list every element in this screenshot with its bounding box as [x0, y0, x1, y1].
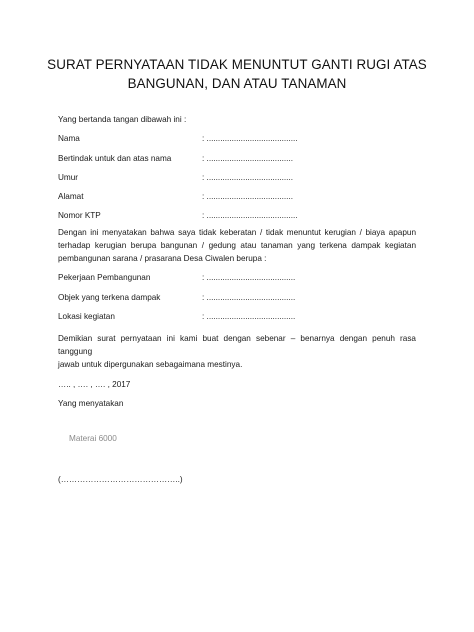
field-label-alamat: Alamat: [58, 192, 84, 201]
signature-line: (……………………………………..): [58, 475, 183, 484]
date-line: ….. , …. , …. , 2017: [58, 380, 131, 389]
statement-line-1: Dengan ini menyatakan bahwa saya tidak keberatan / tidak menuntut kerugian / biaya apapun: [58, 228, 416, 237]
field-value-umur: : ......................................: [202, 173, 293, 182]
materai-stamp-placeholder: Materai 6000: [69, 434, 117, 443]
field-label-lokasi: Lokasi kegiatan: [58, 312, 115, 321]
statement-paragraph: [58, 226, 416, 265]
field-value-lokasi: : .......................................: [202, 312, 296, 321]
field-label-umur: Umur: [58, 173, 79, 182]
closing-line-2: jawab untuk dipergunakan sebagaimana mestinya.: [58, 360, 243, 369]
field-value-ktp: : ........................................: [202, 211, 298, 220]
field-label-nama: Nama: [58, 134, 80, 143]
field-value-objek: : .......................................: [202, 293, 296, 302]
field-value-pekerjaan: : .......................................: [202, 273, 296, 282]
field-value-bertindak: : ......................................: [202, 154, 293, 163]
field-label-objek: Objek yang terkena dampak: [58, 293, 161, 302]
intro-text: Yang bertanda tangan dibawah ini :: [58, 115, 187, 124]
document-title-line-1: SURAT PERNYATAAN TIDAK MENUNTUT GANTI RUGI ATAS: [47, 57, 427, 72]
signer-label: Yang menyatakan: [58, 399, 124, 408]
closing-line-1: Demikian surat pernyataan ini kami buat dengan sebenar – benarnya dengan penuh rasa tanggung: [58, 334, 416, 356]
field-label-ktp: Nomor KTP: [58, 211, 101, 220]
field-label-pekerjaan: Pekerjaan Pembangunan: [58, 273, 151, 282]
statement-line-2: terhadap kerugian berupa bangunan / gedung atau tanaman yang terkena dampak kegiatan: [58, 241, 416, 250]
statement-line-3: pembangunan sarana / prasarana Desa Ciwalen berupa :: [58, 254, 267, 263]
document-title-line-2: BANGUNAN, DAN ATAU TANAMAN: [127, 76, 347, 91]
field-label-bertindak: Bertindak untuk dan atas nama: [58, 154, 172, 163]
field-value-alamat: : ......................................: [202, 192, 293, 201]
field-value-nama: : ........................................: [202, 134, 298, 143]
closing-paragraph: [58, 332, 416, 371]
